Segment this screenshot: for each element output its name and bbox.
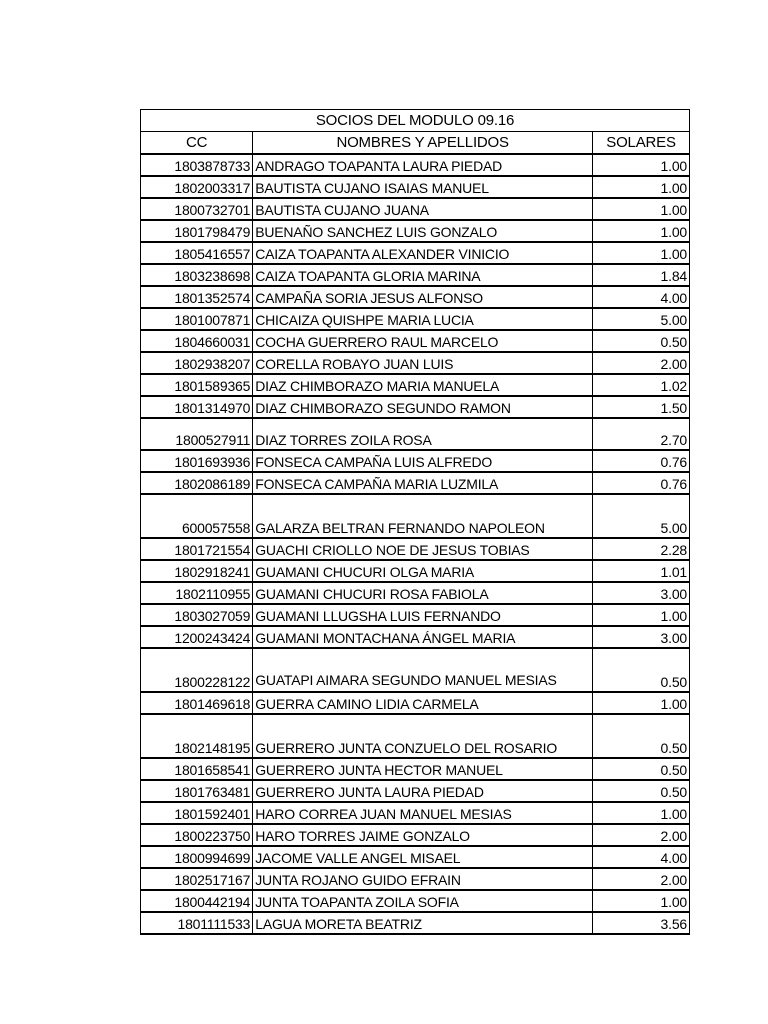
table-row — [141, 758, 690, 780]
cell-solares: 0.76 — [593, 472, 690, 494]
cell-cc: 1200243424 — [141, 626, 253, 648]
cell-name: DIAZ TORRES ZOILA ROSA — [253, 418, 593, 450]
cell-name: CAIZA TOAPANTA GLORIA MARINA — [253, 264, 593, 286]
cell-cc: 1800732701 — [141, 198, 253, 220]
cell-solares: 3.00 — [593, 582, 690, 604]
cell-solares: 1.00 — [593, 176, 690, 198]
table-row — [141, 868, 690, 890]
cell-name: HARO CORREA JUAN MANUEL MESIAS — [253, 802, 593, 824]
cell-cc: 1802517167 — [141, 868, 253, 890]
cell-cc: 1802003317 — [141, 176, 253, 198]
cell-solares: 1.00 — [593, 220, 690, 242]
cell-name: FONSECA CAMPAÑA MARIA LUZMILA — [253, 472, 593, 494]
table-row — [141, 582, 690, 604]
cell-solares: 1.00 — [593, 242, 690, 264]
table-row — [141, 330, 690, 352]
cell-solares: 5.00 — [593, 308, 690, 330]
cell-solares: 0.50 — [593, 758, 690, 780]
cell-solares: 3.00 — [593, 626, 690, 648]
cell-solares: 0.50 — [593, 330, 690, 352]
cell-cc: 600057558 — [141, 494, 253, 538]
cell-solares: 1.00 — [593, 890, 690, 912]
cell-solares: 1.01 — [593, 560, 690, 582]
table-row — [141, 824, 690, 846]
cell-name: GUATAPI AIMARA SEGUNDO MANUEL MESIAS — [253, 648, 593, 692]
cell-name: DIAZ CHIMBORAZO MARIA MANUELA — [253, 374, 593, 396]
cell-cc: 1802110955 — [141, 582, 253, 604]
cell-cc: 1800527911 — [141, 418, 253, 450]
table-row — [141, 472, 690, 494]
table-row — [141, 912, 690, 934]
table-row — [141, 846, 690, 868]
cell-name: GUAMANI CHUCURI OLGA MARIA — [253, 560, 593, 582]
cell-solares: 1.00 — [593, 198, 690, 220]
cell-solares: 0.50 — [593, 714, 690, 758]
header-cc: CC — [141, 132, 253, 155]
cell-cc: 1800223750 — [141, 824, 253, 846]
cell-name: COCHA GUERRERO RAUL MARCELO — [253, 330, 593, 352]
cell-name: CORELLA ROBAYO JUAN LUIS — [253, 352, 593, 374]
cell-cc: 1801314970 — [141, 396, 253, 418]
cell-solares: 2.28 — [593, 538, 690, 560]
cell-name: ANDRAGO TOAPANTA LAURA PIEDAD — [253, 154, 593, 176]
header-name: NOMBRES Y APELLIDOS — [253, 132, 593, 155]
cell-name: BAUTISTA CUJANO ISAIAS MANUEL — [253, 176, 593, 198]
cell-name: GALARZA BELTRAN FERNANDO NAPOLEON — [253, 494, 593, 538]
cell-cc: 1801798479 — [141, 220, 253, 242]
cell-solares: 1.00 — [593, 692, 690, 714]
table-row — [141, 494, 690, 538]
table-row — [141, 220, 690, 242]
cell-cc: 1802086189 — [141, 472, 253, 494]
cell-name: HARO TORRES JAIME GONZALO — [253, 824, 593, 846]
cell-cc: 1803878733 — [141, 154, 253, 176]
cell-cc: 1801007871 — [141, 308, 253, 330]
cell-solares: 0.50 — [593, 780, 690, 802]
cell-cc: 1800442194 — [141, 890, 253, 912]
cell-solares: 3.56 — [593, 912, 690, 934]
cell-name: GUAMANI MONTACHANA ÁNGEL MARIA — [253, 626, 593, 648]
cell-name: CHICAIZA QUISHPE MARIA LUCIA — [253, 308, 593, 330]
table-row — [141, 692, 690, 714]
table-row — [141, 890, 690, 912]
cell-name: GUERRERO JUNTA HECTOR MANUEL — [253, 758, 593, 780]
table-row — [141, 352, 690, 374]
cell-cc: 1801469618 — [141, 692, 253, 714]
cell-solares: 1.00 — [593, 154, 690, 176]
cell-cc: 1800994699 — [141, 846, 253, 868]
cell-solares: 2.00 — [593, 352, 690, 374]
header-solares: SOLARES — [593, 132, 690, 155]
cell-solares: 2.70 — [593, 418, 690, 450]
table-row — [141, 648, 690, 692]
cell-cc: 1801111533 — [141, 912, 253, 934]
cell-name: DIAZ CHIMBORAZO SEGUNDO RAMON — [253, 396, 593, 418]
cell-cc: 1804660031 — [141, 330, 253, 352]
table-row — [141, 374, 690, 396]
cell-solares: 2.00 — [593, 824, 690, 846]
cell-name: JUNTA TOAPANTA ZOILA SOFIA — [253, 890, 593, 912]
cell-cc: 1801763481 — [141, 780, 253, 802]
cell-cc: 1800228122 — [141, 648, 253, 692]
cell-name: GUACHI CRIOLLO NOE DE JESUS TOBIAS — [253, 538, 593, 560]
table-row — [141, 198, 690, 220]
cell-solares: 1.00 — [593, 802, 690, 824]
table-row — [141, 176, 690, 198]
table-row — [141, 154, 690, 176]
cell-solares: 0.50 — [593, 648, 690, 692]
cell-name: BAUTISTA CUJANO JUANA — [253, 198, 593, 220]
cell-solares: 1.00 — [593, 604, 690, 626]
table-row — [141, 242, 690, 264]
cell-cc: 1801592401 — [141, 802, 253, 824]
cell-name: JUNTA ROJANO GUIDO EFRAIN — [253, 868, 593, 890]
cell-name: GUERRA CAMINO LIDIA CARMELA — [253, 692, 593, 714]
cell-name: LAGUA MORETA BEATRIZ — [253, 912, 593, 934]
table-row — [141, 714, 690, 758]
cell-cc: 1801721554 — [141, 538, 253, 560]
cell-solares: 4.00 — [593, 286, 690, 308]
table-row — [141, 396, 690, 418]
cell-cc: 1801693936 — [141, 450, 253, 472]
cell-name: FONSECA CAMPAÑA LUIS ALFREDO — [253, 450, 593, 472]
table-row — [141, 264, 690, 286]
cell-name: GUAMANI CHUCURI ROSA FABIOLA — [253, 582, 593, 604]
cell-name: CAIZA TOAPANTA ALEXANDER VINICIO — [253, 242, 593, 264]
cell-cc: 1802938207 — [141, 352, 253, 374]
cell-cc: 1801658541 — [141, 758, 253, 780]
table-row — [141, 418, 690, 450]
cell-name: GUERRERO JUNTA LAURA PIEDAD — [253, 780, 593, 802]
table-row — [141, 450, 690, 472]
cell-solares: 1.84 — [593, 264, 690, 286]
table-title: SOCIOS DEL MODULO 09.16 — [141, 110, 690, 132]
cell-solares: 4.00 — [593, 846, 690, 868]
table-row — [141, 286, 690, 308]
cell-cc: 1803027059 — [141, 604, 253, 626]
table-row — [141, 560, 690, 582]
table-row — [141, 604, 690, 626]
cell-solares: 1.02 — [593, 374, 690, 396]
cell-name: GUERRERO JUNTA CONZUELO DEL ROSARIO — [253, 714, 593, 758]
table-row — [141, 308, 690, 330]
cell-cc: 1803238698 — [141, 264, 253, 286]
cell-name: CAMPAÑA SORIA JESUS ALFONSO — [253, 286, 593, 308]
cell-name: BUENAÑO SANCHEZ LUIS GONZALO — [253, 220, 593, 242]
cell-cc: 1801352574 — [141, 286, 253, 308]
table-row — [141, 538, 690, 560]
members-table — [140, 109, 690, 935]
table-header-row — [141, 132, 690, 155]
cell-cc: 1801589365 — [141, 374, 253, 396]
table-row — [141, 780, 690, 802]
cell-cc: 1802148195 — [141, 714, 253, 758]
table-row — [141, 802, 690, 824]
cell-solares: 0.76 — [593, 450, 690, 472]
cell-solares: 1.50 — [593, 396, 690, 418]
cell-solares: 5.00 — [593, 494, 690, 538]
cell-cc: 1805416557 — [141, 242, 253, 264]
table-row — [141, 626, 690, 648]
cell-solares: 2.00 — [593, 868, 690, 890]
table-title-row — [141, 110, 690, 132]
cell-cc: 1802918241 — [141, 560, 253, 582]
cell-name: JACOME VALLE ANGEL MISAEL — [253, 846, 593, 868]
cell-name: GUAMANI LLUGSHA LUIS FERNANDO — [253, 604, 593, 626]
